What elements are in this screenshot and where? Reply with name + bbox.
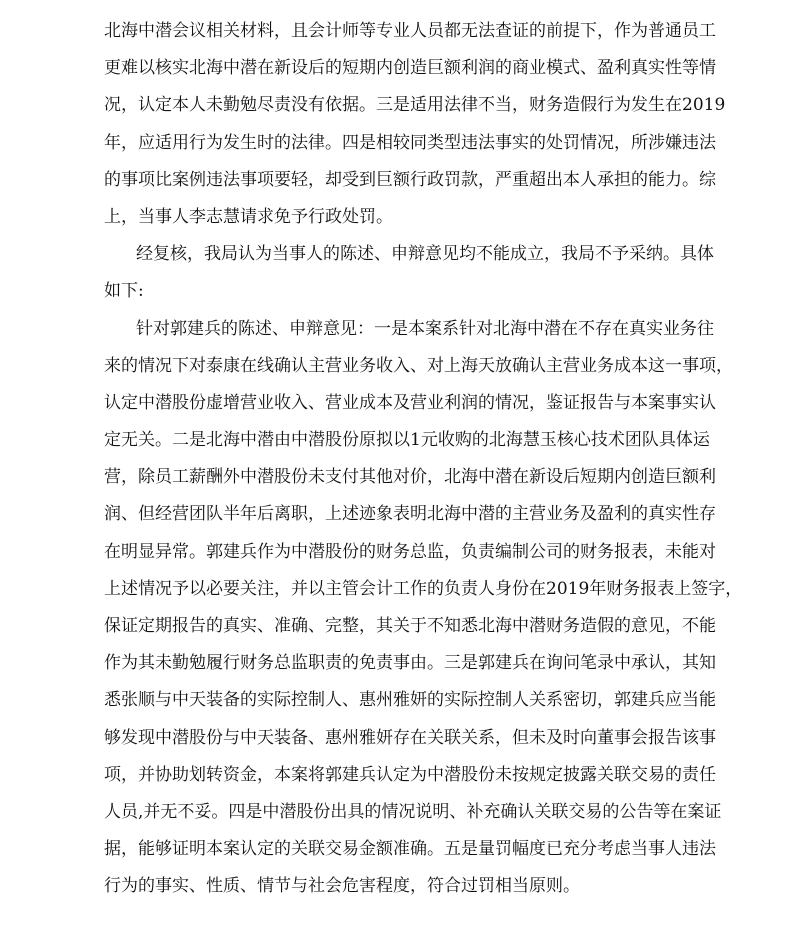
text-line: 人员,并无不妥。四是中潜股份出具的情况说明、补充确认关联交易的公告等在案证 (104, 801, 722, 822)
text-line: 行为的事实、性质、情节与社会危害程度，符合过罚相当原则。 (104, 876, 580, 897)
text-line: 定无关。二是北海中潜由中潜股份原拟以1元收购的北海慧玉核心技术团队具体运 (104, 430, 710, 451)
text-line: 的事项比案例违法事项要轻，却受到巨额行政罚款，严重超出本人承担的能力。综 (104, 169, 716, 190)
text-line: 项，并协助划转资金，本案将郭建兵认定为中潜股份未按规定披露关联交易的责任 (104, 764, 716, 785)
text-line: 年，应适用行为发生时的法律。四是相较同类型违法事实的处罚情况，所涉嫌违法 (104, 132, 716, 153)
text-line: 据，能够证明本案认定的关联交易金额准确。五是量罚幅度已充分考虑当事人违法 (104, 839, 716, 860)
paragraph-response-guo-jianbing (104, 311, 743, 906)
text-line: 在明显异常。郭建兵作为中潜股份的财务总监，负责编制公司的财务报表，未能对 (104, 541, 716, 562)
text-line: 保证定期报告的真实、准确、完整，其关于不知悉北海中潜财务造假的意见，不能 (104, 616, 716, 636)
text-line: 认定中潜股份虚增营业收入、营业成本及营业利润的情况，鉴证报告与本案事实认 (104, 392, 716, 413)
document-page (104, 13, 743, 906)
text-line: 经复核，我局认为当事人的陈述、申辩意见均不能成立，我局不予采纳。具体 (136, 244, 714, 265)
text-line: 况，认定本人未勤勉尽责没有依据。三是适用法律不当，财务造假行为发生在2019 (104, 95, 726, 116)
text-line: 上，当事人李志慧请求免予行政处罚。 (104, 206, 393, 227)
text-line: 润、但经营团队半年后离职，上述迹象表明北海中潜的主营业务及盈利的真实性存 (104, 504, 716, 525)
text-line: 如下: (104, 281, 144, 302)
text-line: 悉张顺与中天装备的实际控制人、惠州雅妍的实际控制人关系密切，郭建兵应当能 (104, 690, 716, 711)
text-line: 够发现中潜股份与中天装备、惠州雅妍存在关联关系，但未及时向董事会报告该事 (104, 727, 716, 748)
text-line: 上述情况予以必要关注，并以主管会计工作的负责人身份在2019年财务报表上签字， (104, 578, 743, 599)
text-line: 来的情况下对泰康在线确认主营业务收入、对上海天放确认主营业务成本这一事项， (104, 355, 733, 376)
text-line: 营，除员工薪酬外中潜股份未支付其他对价，北海中潜在新设后短期内创造巨额利 (104, 467, 716, 488)
text-line: 作为其未勤勉履行财务总监职责的免责事由。三是郭建兵在询问笔录中承认，其知 (104, 653, 716, 674)
paragraph-defense-summary (104, 13, 726, 236)
paragraph-review-conclusion (104, 236, 714, 310)
text-line: 北海中潜会议相关材料，且会计师等专业人员都无法查证的前提下，作为普通员工 (104, 21, 716, 41)
text-line: 更难以核实北海中潜在新设后的短期内创造巨额利润的商业模式、盈利真实性等情 (104, 58, 716, 79)
text-line: 针对郭建兵的陈述、申辩意见：一是本案系针对北海中潜在不存在真实业务往 (136, 318, 714, 339)
